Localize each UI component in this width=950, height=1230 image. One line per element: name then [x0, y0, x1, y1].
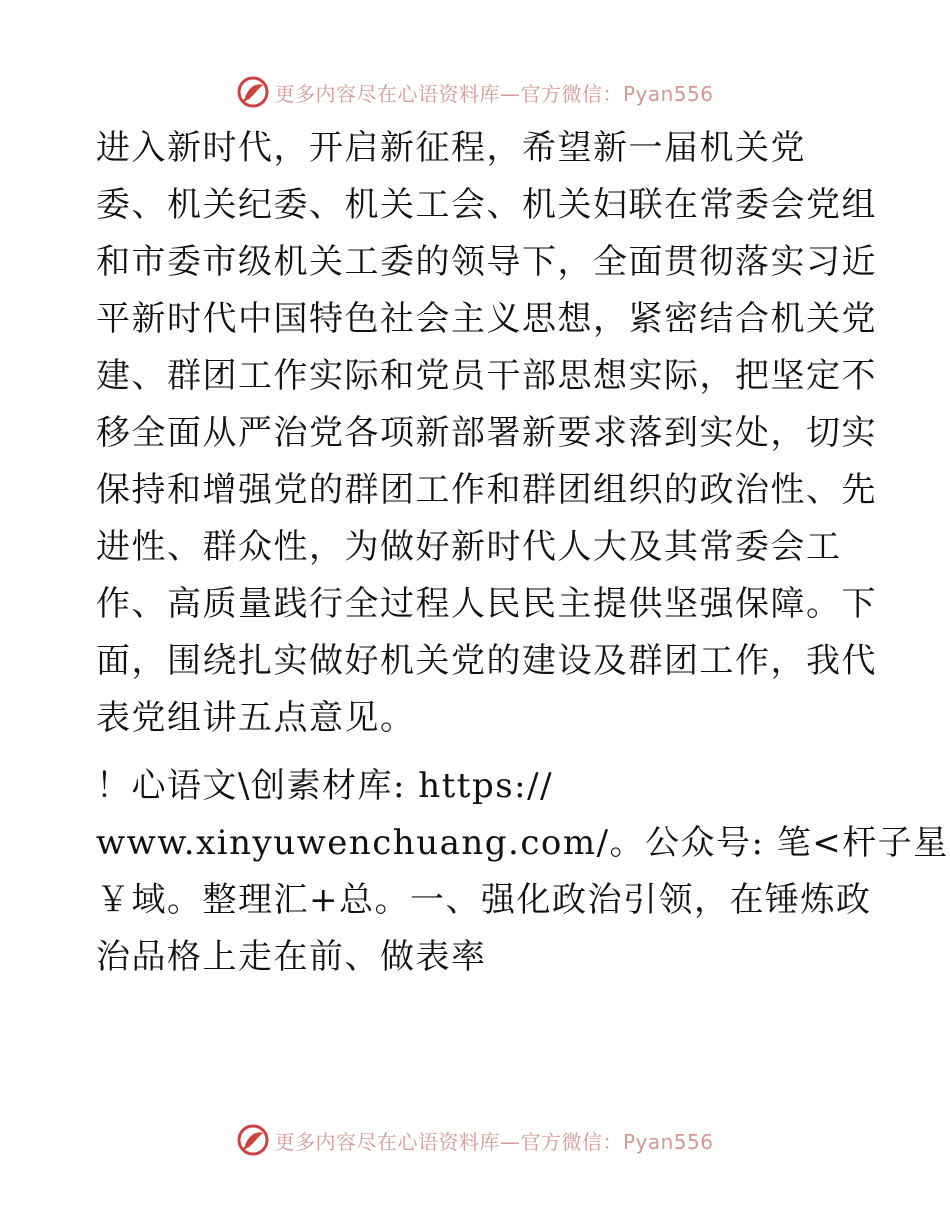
text-line: 面，围绕扎实做好机关党的建设及群团工作，我代 — [96, 641, 877, 681]
paragraph-source-and-heading — [96, 758, 949, 986]
text-line: www.xinyuwenchuang.com/。公众号: 笔<杆子星 — [96, 823, 949, 863]
text-line: 平新时代中国特色社会主义思想，紧密结合机关党 — [96, 299, 877, 339]
text-line: 建、群团工作实际和党员干部思想实际，把坚定不 — [96, 356, 877, 396]
text-line: 进入新时代，开启新征程，希望新一届机关党 — [96, 128, 806, 168]
brand-logo-icon — [236, 1123, 270, 1157]
header-banner-text: 更多内容尽在心语资料库—官方微信：Pyan556 — [274, 81, 714, 106]
text-line: 移全面从严治党各项新部署新要求落到实处，切实 — [96, 413, 877, 453]
text-line: 治品格上走在前、做表率 — [96, 937, 487, 977]
text-line: 作、高质量践行全过程人民民主提供坚强保障。下 — [96, 584, 877, 624]
paragraph-intro — [96, 120, 877, 747]
header-banner — [0, 72, 950, 112]
text-line: 委、机关纪委、机关工会、机关妇联在常委会党组 — [96, 185, 877, 225]
text-line: ￥域。整理汇+总。一、强化政治引领，在锤炼政 — [96, 880, 872, 920]
text-line: ！心语文\创素材库: https:// — [96, 766, 554, 806]
footer-banner-text: 更多内容尽在心语资料库—官方微信：Pyan556 — [274, 1129, 714, 1154]
footer-banner — [0, 1120, 950, 1160]
document-body — [96, 120, 949, 986]
text-line: 保持和增强党的群团工作和群团组织的政治性、先 — [96, 470, 877, 510]
brand-logo-icon — [236, 75, 270, 109]
text-line: 进性、群众性，为做好新时代人大及其常委会工 — [96, 527, 842, 567]
text-line: 和市委市级机关工委的领导下，全面贯彻落实习近 — [96, 242, 877, 282]
text-line: 表党组讲五点意见。 — [96, 698, 416, 738]
